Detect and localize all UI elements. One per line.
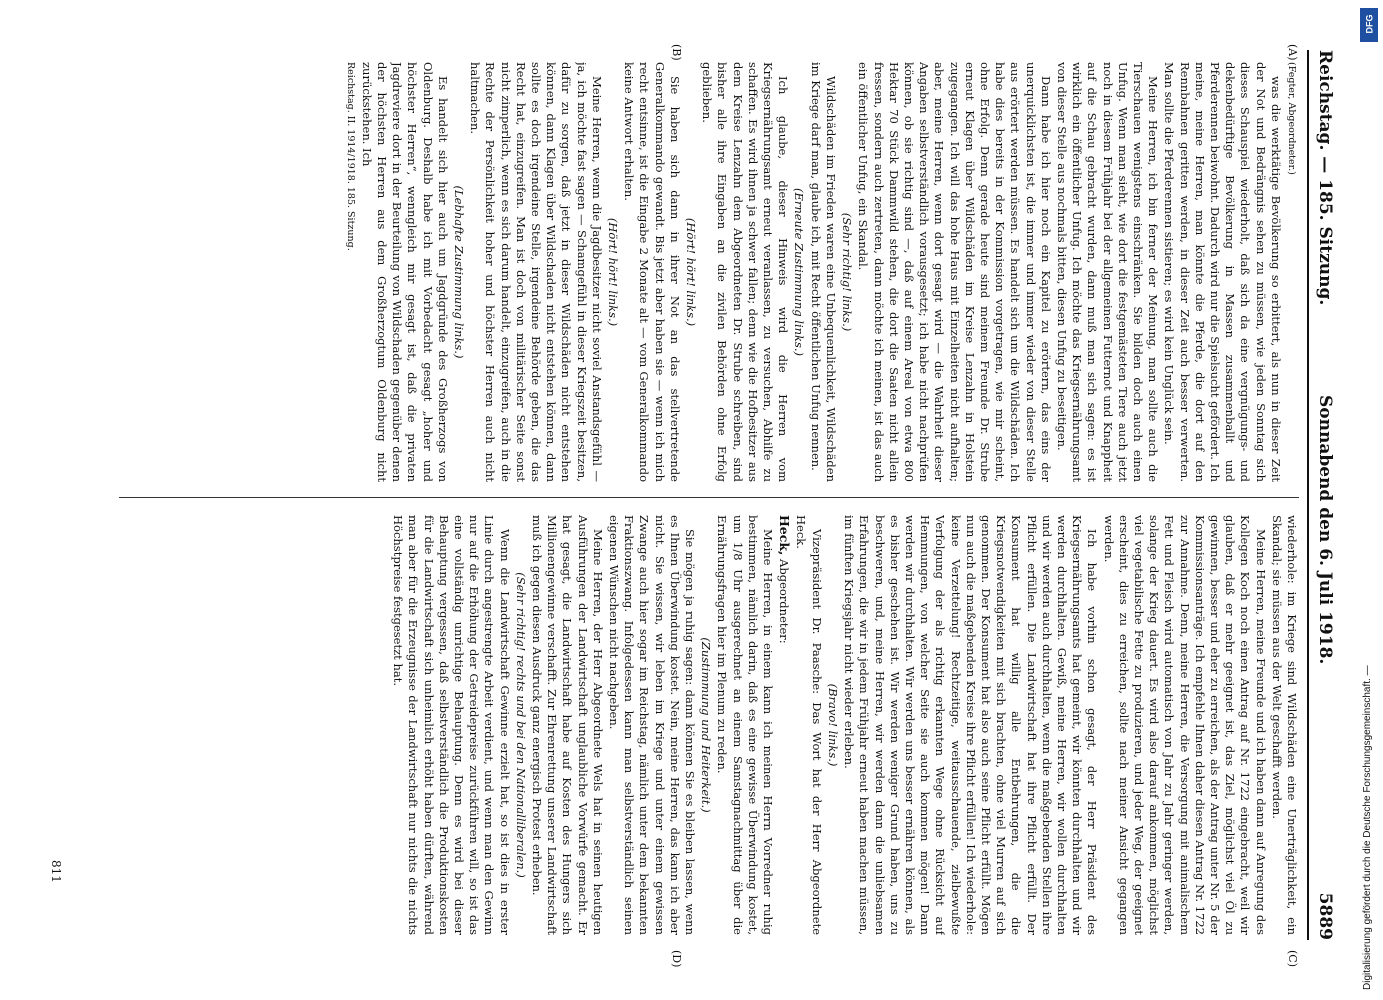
page-header: [1311, 50, 1335, 940]
margin-marker-a: (A): [1286, 44, 1299, 61]
paragraph: Meine Herren, meine Freunde und ich haben dann auf Anregung des Kollegen Koch noch einen Antrag auf Nr. 1722 eingebracht, weil wir glauben, daß er mehr geeignet ist, das Ziel, möglichst viel Öl zu gewinnen, besser und eher zu erreichen, als der Antrag unter Nr. 5 der Kommissionsanträge. Ich empfehle Ihnen daher diesen Antrag Nr. 1722 zur Annahme. Denn, meine Herren, die Versorgung mit animalischem Fett und Fleisch wird automatisch von Jahr zu Jahr geringer werden, solange der Krieg dauert. Es wird also darauf ankommen, möglichst viel vegetabilische Fette zu produzieren, und jeder Weg, der geeignet erscheint, dies zu erreichen, sollte nach meiner Ansicht gegangen werden.: [1101, 515, 1268, 935]
interjection: (Sehr richtig! rechts und bei den Nationalliberalen.): [513, 572, 528, 878]
paragraph: Ich habe vorhin schon gesagt, der Herr Präsident des Kriegsernährungsamts hat gemeint, wir könnten durchhalten und wir werden durchhalten. Gewiß, meine Herren, wir wollen durchhalten und wir werden auch durchhalten, wenn die maßgebenden Stellen ihre Pflicht erfüllen. Die Landwirtschaft hat ihre Pflicht erfüllt. Der Konsument hat willig alle Entbehrungen, die die Kriegsnotwendigkeiten mit sich brachten, ohne viel Murren auf sich genommen. Der Konsument hat also auch seine Pflicht erfüllt. Mögen nun auch die maßgebenden Kreise ihre Pflicht erfüllen! Ich wiederhole: keine Verzettelung! Rechtzeitige, weitausschauende, zielbewußte Verfolgung der als richtig erkannten Wege ohne Rücksicht auf Hemmungen, von welcher Seite sie auch kommen mögen! Dann werden wir durchhalten. Wir werden uns besser ernähren können, als es bisher geschehen ist. Wir werden weniger Grund haben, uns zu beschweren, und, meine Herren, wir werden dann die unliebsamen Erfahrungen, die wir in jedem Frühjahr erneut haben machen müssen, im fünften Kriegsjahr nicht wieder erleben.: [842, 515, 1100, 935]
header-session: Reichstag. — 185. Sitzung.: [1315, 50, 1335, 306]
margin-marker-d: (D): [670, 950, 683, 968]
paragraph: Meine Herren, wenn die Jagdbesitzer nicht soviel Anstandsgefühl — ja, ich möchte fast sagen — Schamgefühl in dieser Kriegszeit besitzen, dafür zu sorgen, daß jetzt in dieser Wildschäden nicht entstehen können, dann Klagen über Wildschaden nicht entstehen können, dann sollte es doch irgendeine Stelle, irgendeine Behörde geben, die das Recht hat, einzugreifen. Man ist doch von militärischer Seite sonst nicht zimperlich, wenn es sich darum handelt, einzugreifen, auch in die Rechte der Persönlichkeit hoher und höchster Herren auch nicht haltmachen.: [468, 62, 604, 482]
digitization-credit: [1358, 0, 1383, 1000]
paragraph: Dann habe ich hier noch ein Kapitel zu erörtern, das eins der unerquicklichsten ist, die immer und immer wieder von dieser Stelle aus erörtert werden müssen. Es handelt sich um die Wildschäden. Ich habe dies bereits in der Kommission vorgetragen, wie mir scheint, ohne Erfolg. Denn gerade heute sind meinem Freunde Dr. Strube erneut Klagen über Wildschäden im Kreise Lenzahn in Holstein zugegangen. Ich will das hohe Haus mit Einzelheiten nicht aufhalten; aber, meine Herren, wenn dort gesagt wird — die Wahrheit dieser Angaben selbstverständlich vorausgesetzt; ich habe nicht nachprüfen können, ob sie richtig sind —, daß auf einem Areal von etwa 800 Hektar 70 Stück Dammwild stehen, die dort die Saaten nicht allein fressen, sondern auch zertreten, dann möchte ich meinen, ist das auch ein öffentlicher Unfug, ein Skandal.: [856, 62, 1053, 482]
interjection: (Hört! hört! links.): [606, 217, 621, 327]
paragraph: was die werktätige Bevölkerung so erbittert, als nun in dieser Zeit der Not und Bedrängnis sehen zu müssen, wie jeden Sonntag sich dieses Schauspiel wiederholt, daß sich da eine vergnügungs- und dekenbedürftige Bevölkerung in Massen zusammenballt und Pferderennen beiwohnt. Dadurch wird nur die Spielsucht gefördert. Ich meine, meine Herren, man könnte die Pferde, die dort auf den Rennbahnen geritten werden, in dieser Zeit auch besser verwerten. Man sollte die Pferderennen sistieren; es wird kein Unglück sein.: [1162, 62, 1283, 482]
vice-president-line: Vizepräsident Dr. Paasche: Das Wort hat der Herr Abgeordnete Heck.: [794, 515, 824, 935]
margin-marker-b: (B): [670, 44, 683, 61]
speaker-heading: [776, 515, 792, 935]
interjection: (Lebhafte Zustimmung links.): [452, 185, 467, 359]
speaker-line: (Fegter, Abgeordneter.): [1286, 62, 1297, 175]
right-column: [59, 515, 1299, 935]
column-divider: [119, 497, 1299, 498]
margin-marker-c: (C): [1286, 950, 1299, 967]
interjection: (Zustimmung und Heiterkeit.): [699, 637, 714, 813]
paragraph: wiederhole: im Kriege sind Wildschäden eine Unerträglichkeit, ein Skandal; sie müssen aus der Welt geschafft werden.: [1269, 515, 1299, 935]
paragraph: Wildschäden im Frieden waren eine Unbequemlichkeit, Wildschäden im Kriege darf man, glaube ich, mit Recht öffentlichen Unfug nennen.: [808, 62, 838, 482]
left-column: [59, 62, 1299, 482]
bottom-page-number: 811: [49, 860, 63, 883]
left-footer: Reichstag. II. 1914/1918. 185. Sitzung.: [344, 62, 356, 251]
interjection: (Hört! hört! links.): [684, 217, 699, 327]
paragraph: Sie mögen ja ruhig sagen: dann können Sie es bleiben lassen, wenn es Ihnen Überwindung kostet. Nein, meine Herren, das kann ich aber nicht. Sie wissen, wir leben im Kriege und unter einem gewissen Zwange auch hier sogar im Reichstag, nämlich unter dem bekannten Fraktionszwang. Infolgedessen kann man selbstverständlich seinen eigenen Wünschen nicht nachgeben.: [607, 515, 698, 935]
paragraph: Meine Herren, in einem kann ich meinen Herrn Vorredner ruhig bestimmen, nämlich darin, daß es eine gewisse Überwindung kostet, um 1/8 Uhr ausgerechnet an einem Samstagnachmittag über die Ernährungsfragen hier im Plenum zu reden.: [715, 515, 776, 935]
paragraph: Wenn die Landwirtschaft Gewinne erzielt hat, so ist dies in erster Linie durch angestrengte Arbeit verdient, und wenn man den Gewinn nur auf die Erhöhung der Getreidepreise zurückführen will, so ist das eine vollständig unrichtige Behauptung. Denn es wird bei dieser Behauptung vergessen, daß selbstverständlich die Produktionskosten für die Landwirtschaft sich unheimlich erhöht haben dürften, während man aber für die Erzeugnisse der Landwirtschaft nur nichts die nichts Höchstpreise festgesetzt hat.: [391, 515, 512, 935]
interjection: (Bravo! links.): [825, 683, 840, 767]
speaker-role: Abgeordneter:: [777, 559, 792, 644]
paragraph: Ich glaube, dieser Hinweis wird die Herren vom Kriegsernährungsamt erneut veranlassen, zu versuchen, Abhilfe zu schaffen. Es wird ihnen ja schwer fallen; denn wie die Hofbesitzer aus dem Kreise Lenzahn dem Abgeordneten Dr. Strube schreiben, sind bisher alle ihre Eingaben an die zivilen Behörden ohne Erfolg geblieben.: [700, 62, 791, 482]
paragraph: Sie haben sich dann in ihrer Not an das stellvertretende Generalkommando gewandt. Bis jetzt aber haben sie — wenn ich mich recht entsinne, ist die Eingabe 2 Monate alt — vom Generalkommando keine Antwort erhalten.: [622, 62, 682, 482]
speaker-name: Heck,: [777, 515, 793, 556]
paragraph: Meine Herren, ich bin ferner der Meinung, man sollte auch die Tierschauen wenigstens einschränken. Sie bilden doch auch einen Unfug. Wenn man sieht, wie dort die festgemästeten Tiere auch jetzt noch in diesem Frühjahr bei der allgemeinen Futternot und Knappheit auf die Schau gebracht wurden, dann muß man sich sagen: es ist wirklich ein öffentlicher Unfug. Ich möchte das Kriegsernährungsamt von dieser Stelle aus nochmals bitten, diesen Unfug zu beseitigen.: [1054, 62, 1161, 482]
header-rule: [1307, 50, 1309, 940]
dfg-logo: DFG: [1360, 8, 1378, 42]
paragraph: Meine Herren, der Herr Abgeordnete Wels hat in seinen heutigen Ausführungen der Landwirtschaft unglaubliche Vorwürfe gemacht. Er hat gesagt, die Landwirtschaft habe auf Kosten des Hungers sich Millionengewinne verschafft. Zur Ehrenrettung unserer Landwirtschaft muß ich gegen diesen Ausdruck ganz energisch Protest erheben.: [530, 515, 605, 935]
header-page-number: 5889: [1315, 892, 1335, 940]
interjection: (Sehr richtig! links.): [840, 212, 855, 332]
header-date: Sonnabend den 6. Juli 1918.: [1315, 395, 1335, 665]
interjection: (Erneute Zustimmung links.): [792, 187, 807, 357]
paragraph: Es handelt sich hier auch um Jagdgründe des Großherzogs von Oldenburg. Deshalb habe ich mit Vorbedacht gesagt „hoher und höchster Herren“, wenngleich mir gesagt ist, daß die privaten Jagdreviere dort in der Beurteilung von Wildschaden gegenüber denen der höchsten Herren aus dem Großherzogtum Oldenburg nicht zurückstehen. Ich: [359, 62, 450, 482]
credit-text: Digitalisierung gefördert durch die Deutsche Forschungsgemeinschaft. —: [1362, 665, 1373, 990]
